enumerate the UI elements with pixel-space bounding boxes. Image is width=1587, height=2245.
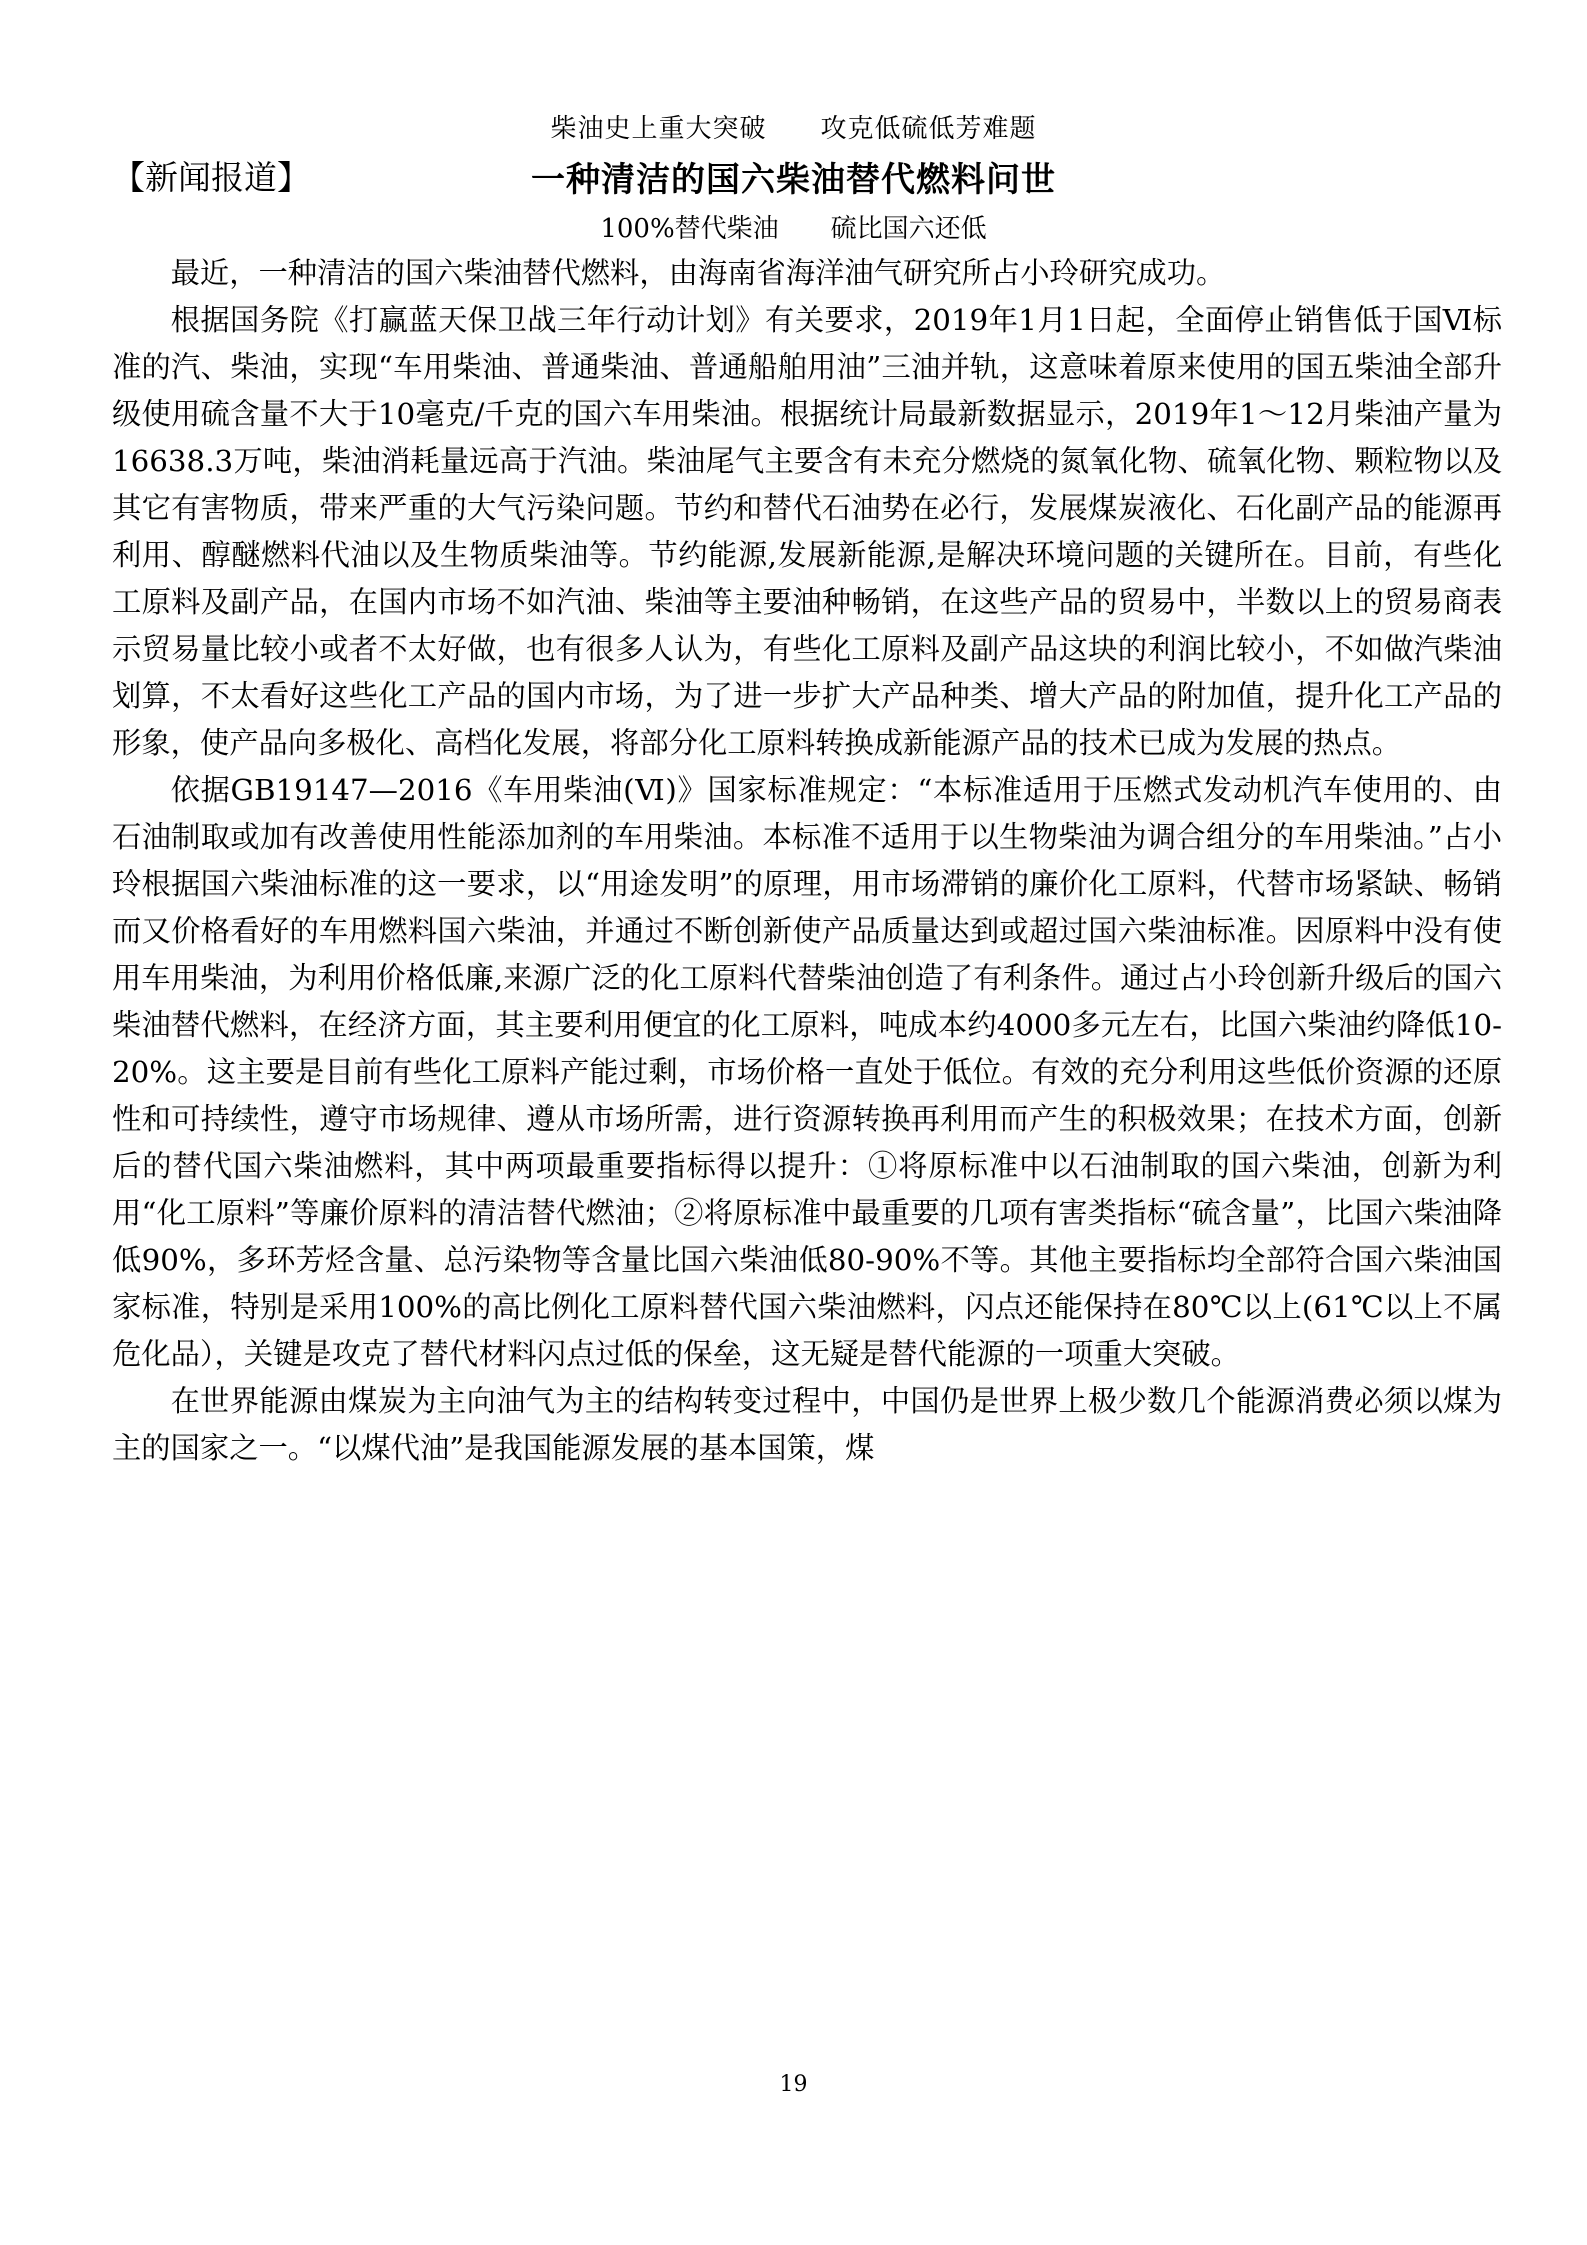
article-body bbox=[112, 250, 1502, 1472]
subhead: 100%替代柴油 硫比国六还低 bbox=[600, 214, 987, 244]
page-number: 19 bbox=[779, 2072, 808, 2097]
paragraph: 根据国务院《打赢蓝天保卫战三年行动计划》有关要求，2019年1月1日起，全面停止销售低于国Ⅵ标准的汽、柴油，实现“车用柴油、普通柴油、普通船舶用油”三油并轨，这意味着原来使用的国五柴油全部升级使用硫含量不大于10毫克/千克的国六车用柴油。根据统计局最新数据显示，2019年1～12月柴油产量为16638.3万吨，柴油消耗量远高于汽油。柴油尾气主要含有未充分燃烧的氮氧化物、硫氧化物、颗粒物以及其它有害物质，带来严重的大气污染问题。节约和替代石油势在必行，发展煤炭液化、石化副产品的能源再利用、醇醚燃料代油以及生物质柴油等。节约能源,发展新能源,是解决环境问题的关键所在。目前，有些化工原料及副产品，在国内市场不如汽油、柴油等主要油种畅销，在这些产品的贸易中，半数以上的贸易商表示贸易量比较小或者不太好做，也有很多人认为，有些化工原料及副产品这块的利润比较小，不如做汽柴油划算，不太看好这些化工产品的国内市场，为了进一步扩大产品种类、增大产品的附加值，提升化工产品的形象，使产品向多极化、高档化发展，将部分化工原料转换成新能源产品的技术已成为发展的热点。 bbox=[112, 303, 1502, 760]
headline: 一种清洁的国六柴油替代燃料问世 bbox=[531, 160, 1056, 200]
paragraph: 最近，一种清洁的国六柴油替代燃料，由海南省海洋油气研究所占小玲研究成功。 bbox=[170, 256, 1226, 290]
kicker-line: 柴油史上重大突破 攻克低硫低芳难题 bbox=[550, 114, 1037, 144]
paragraph: 在世界能源由煤炭为主向油气为主的结构转变过程中，中国仍是世界上极少数几个能源消费必须以煤为主的国家之一。“以煤代油”是我国能源发展的基本国策，煤 bbox=[112, 1384, 1502, 1465]
column-tag: 【新闻报道】 bbox=[112, 158, 310, 197]
paragraph: 依据GB19147—2016《车用柴油(Ⅵ)》国家标准规定：“本标准适用于压燃式发动机汽车使用的、由石油制取或加有改善使用性能添加剂的车用柴油。本标准不适用于以生物柴油为调合组分的车用柴油。”占小玲根据国六柴油标准的这一要求，以“用途发明”的原理，用市场滞销的廉价化工原料，代替市场紧缺、畅销而又价格看好的车用燃料国六柴油，并通过不断创新使产品质量达到或超过国六柴油标准。因原料中没有使用车用柴油，为利用价格低廉,来源广泛的化工原料代替柴油创造了有利条件。通过占小玲创新升级后的国六柴油替代燃料，在经济方面，其主要利用便宜的化工原料，吨成本约4000多元左右，比国六柴油约降低10-20%。这主要是目前有些化工原料产能过剩，市场价格一直处于低位。有效的充分利用这些低价资源的还原性和可持续性，遵守市场规律、遵从市场所需，进行资源转换再利用而产生的积极效果；在技术方面，创新后的替代国六柴油燃料，其中两项最重要指标得以提升：①将原标准中以石油制取的国六柴油，创新为利用“化工原料”等廉价原料的清洁替代燃油；②将原标准中最重要的几项有害类指标“硫含量”，比国六柴油降低90%，多环芳烃含量、总污染物等含量比国六柴油低80-90%不等。其他主要指标均全部符合国六柴油国家标准，特别是采用100%的高比例化工原料替代国六柴油燃料，闪点还能保持在80℃以上(61℃以上不属危化品），关键是攻克了替代材料闪点过低的保垒，这无疑是替代能源的一项重大突破。 bbox=[112, 773, 1502, 1371]
